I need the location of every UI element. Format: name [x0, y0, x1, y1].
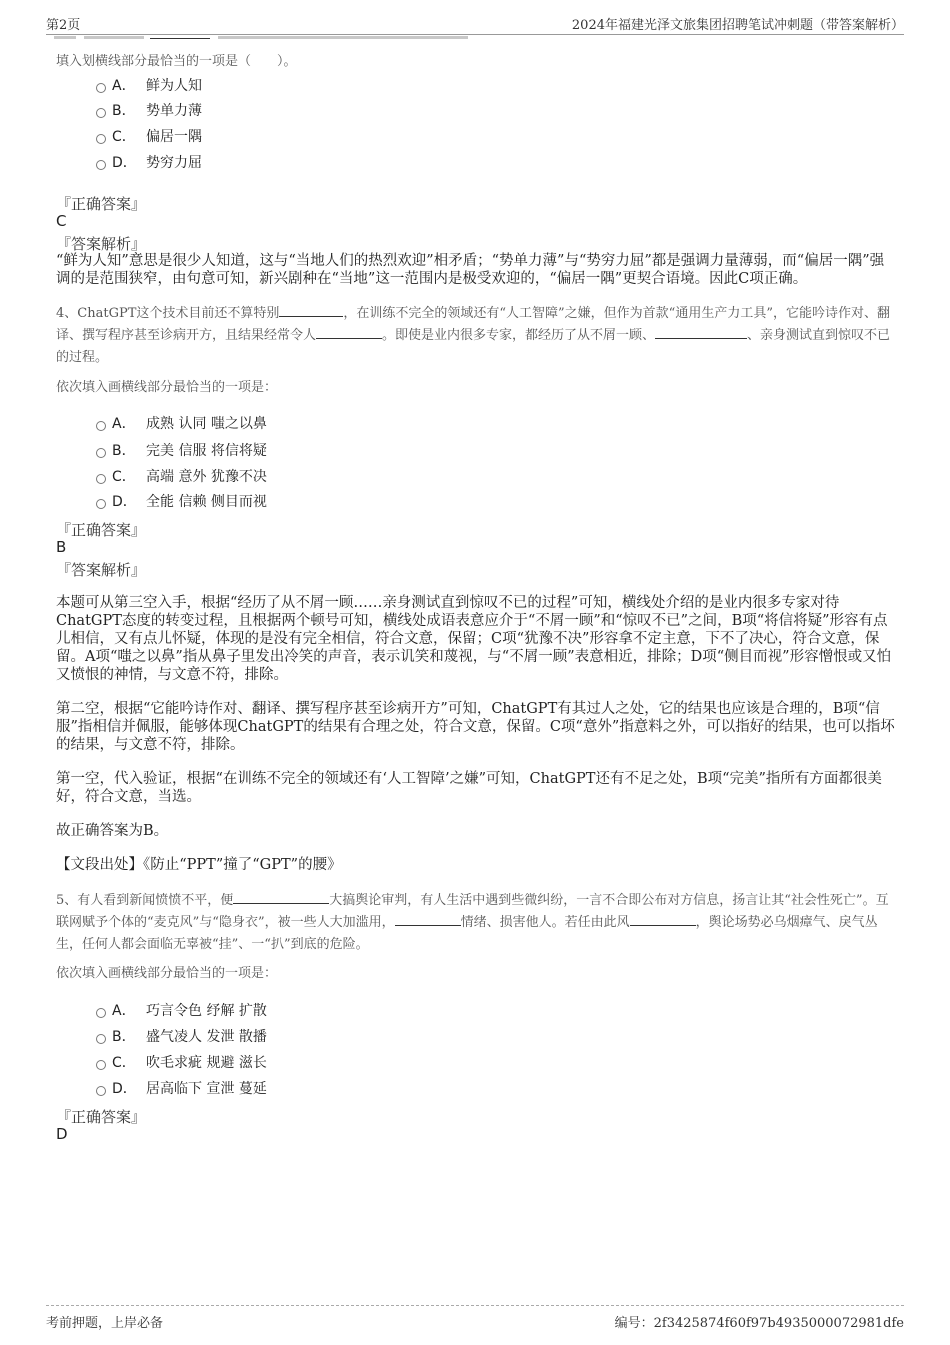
- radio-icon[interactable]: [96, 108, 106, 118]
- q3-answer-label: 『正确答案』: [56, 195, 147, 213]
- q4-analysis-paragraph: 第一空，代入验证，根据“在训练不完全的领域还有‘人工智障’之嫌”可知，ChatGPT还有不足之处，B项“完美”指所有方面都很美好，符合文意，当选。: [56, 771, 882, 805]
- q4-option-b[interactable]: B． 完美 信服 将信将疑: [96, 440, 267, 462]
- q5-stem: 5、有人看到新闻愤愤不平，便 大搞舆论审判，有人生活中遇到些微纠纷，一言不合即公布对方信息，扬言让其“社会性死亡”。互联网赋予个体的“麦克风”与“隐身衣”，被一些人大加滥用， 情绪、损害他人。若任由此风 ，舆论场势必乌烟瘴气、戾气丛生，任何人都会面临无辜被“挂”、一“扒”到底的危险。: [56, 893, 889, 952]
- radio-icon[interactable]: [96, 1008, 106, 1018]
- q4-option-a[interactable]: A． 成熟 认同 嗤之以鼻: [96, 413, 267, 435]
- document-title: 2024年福建光泽文旅集团招聘笔试冲刺题（带答案解析）: [571, 18, 904, 33]
- q4-analysis-label: 『答案解析』: [56, 561, 147, 579]
- q5-blank-1: [233, 891, 329, 904]
- footer-slogan: 考前押题，上岸必备: [46, 1316, 164, 1331]
- q5-answer-label: 『正确答案』: [56, 1108, 147, 1126]
- radio-icon[interactable]: [96, 1060, 106, 1070]
- page-footer: [46, 1305, 904, 1331]
- q5-blank-2: [395, 913, 461, 926]
- q5-option-d[interactable]: D． 居高临下 宣泄 蔓延: [96, 1078, 267, 1100]
- q4-blank-2: [316, 326, 382, 339]
- q3-option-c[interactable]: C． 偏居一隅: [96, 126, 202, 148]
- q5-option-c[interactable]: C． 吹毛求疵 规避 滋长: [96, 1052, 267, 1074]
- q3-option-d[interactable]: D． 势穷力屈: [96, 152, 202, 174]
- q4-analysis-paragraph: 故正确答案为B。: [56, 823, 169, 839]
- q5-blank-3: [630, 913, 696, 926]
- radio-icon[interactable]: [96, 160, 106, 170]
- page-header: [46, 14, 904, 35]
- q4-blank-1: [279, 304, 343, 317]
- q5-option-b[interactable]: B． 盛气凌人 发泄 散播: [96, 1026, 267, 1048]
- document-serial: 编号：2f3425874f60f97b4935000072981dfe: [614, 1316, 904, 1331]
- radio-icon[interactable]: [96, 421, 106, 431]
- q4-option-c[interactable]: C． 高端 意外 犹豫不决: [96, 466, 267, 488]
- q4-analysis-paragraph: 第二空，根据“它能吟诗作对、翻译、撰写程序甚至诊病开方”可知，ChatGPT有其过人之处，它的结果也应该是合理的，B项“信服”指相信并佩服，能够体现ChatGPT的结果有合理之处，符合文意，保留。C项“意外”指意料之外，可以指好的结果，也可以指坏的结果，与文意不符，排除。: [56, 701, 895, 753]
- q4-blank-3: [655, 326, 747, 339]
- q3-option-b[interactable]: B． 势单力薄: [96, 100, 202, 122]
- q3-answer: C: [56, 212, 67, 230]
- q5-answer: D: [56, 1125, 68, 1143]
- q5-option-a[interactable]: A． 巧言令色 纾解 扩散: [96, 1000, 267, 1022]
- radio-icon[interactable]: [96, 1086, 106, 1096]
- q4-source: 【文段出处】《防止“PPT”撞了“GPT”的腰》: [56, 857, 342, 873]
- q4-option-d[interactable]: D． 全能 信赖 侧目而视: [96, 491, 267, 513]
- radio-icon[interactable]: [96, 83, 106, 93]
- q5-prompt: 依次填入画横线部分最恰当的一项是：: [56, 966, 278, 981]
- q4-answer-label: 『正确答案』: [56, 521, 147, 539]
- q3-analysis: “鲜为人知”意思是很少人知道，这与“当地人们的热烈欢迎”相矛盾；“势单力薄”与“势穷力屈”都是强调力量薄弱，而“偏居一隅”强调的是范围狭窄，由句意可知，新兴剧种在“当地”这一范围内是极受欢迎的，“偏居一隅”更契合语境。因此C项正确。: [56, 253, 885, 287]
- q4-analysis-paragraph: 本题可从第三空入手，根据“经历了从不屑一顾……亲身测试直到惊叹不已的过程”可知，横线处介绍的是业内很多专家对待ChatGPT态度的转变过程，且根据两个顿号可知，横线处成语表意应介于“不屑一顾”和“惊叹不已”之间，B项“将信将疑”形容有点儿相信，又有点儿怀疑，体现的是没有完全相信，符合文意，保留；C项“犹豫不决”形容拿不定主意，下不了决心，符合文意，保留。A项“嗤之以鼻”指从鼻子里发出冷笑的声音，表示讥笑和蔑视，与“不屑一顾”表意相近，排除；D项“侧目而视”形容憎恨或又怕又愤恨的神情，与文意不符，排除。: [56, 595, 892, 683]
- radio-icon[interactable]: [96, 448, 106, 458]
- q4-stem: 4、ChatGPT这个技术目前还不算特别 ，在训练不完全的领域还有“人工智障”之嫌，但作为首款“通用生产力工具”，它能吟诗作对、翻译、撰写程序甚至诊病开方，且结果经常令人 。即使是业内很多专家，都经历了从不屑一顾、 、亲身测试直到惊叹不已的过程。: [56, 306, 891, 365]
- radio-icon[interactable]: [96, 1034, 106, 1044]
- q3-prompt: 填入划横线部分最恰当的一项是（ ）。: [56, 54, 297, 69]
- q3-option-a[interactable]: A． 鲜为人知: [96, 75, 202, 97]
- cutoff-text-line: [54, 36, 474, 44]
- q4-prompt: 依次填入画横线部分最恰当的一项是：: [56, 380, 278, 395]
- radio-icon[interactable]: [96, 499, 106, 509]
- radio-icon[interactable]: [96, 474, 106, 484]
- page-number: 第2页: [46, 18, 81, 33]
- q3-analysis-label: 『答案解析』: [56, 235, 147, 253]
- q4-answer: B: [56, 538, 67, 556]
- radio-icon[interactable]: [96, 134, 106, 144]
